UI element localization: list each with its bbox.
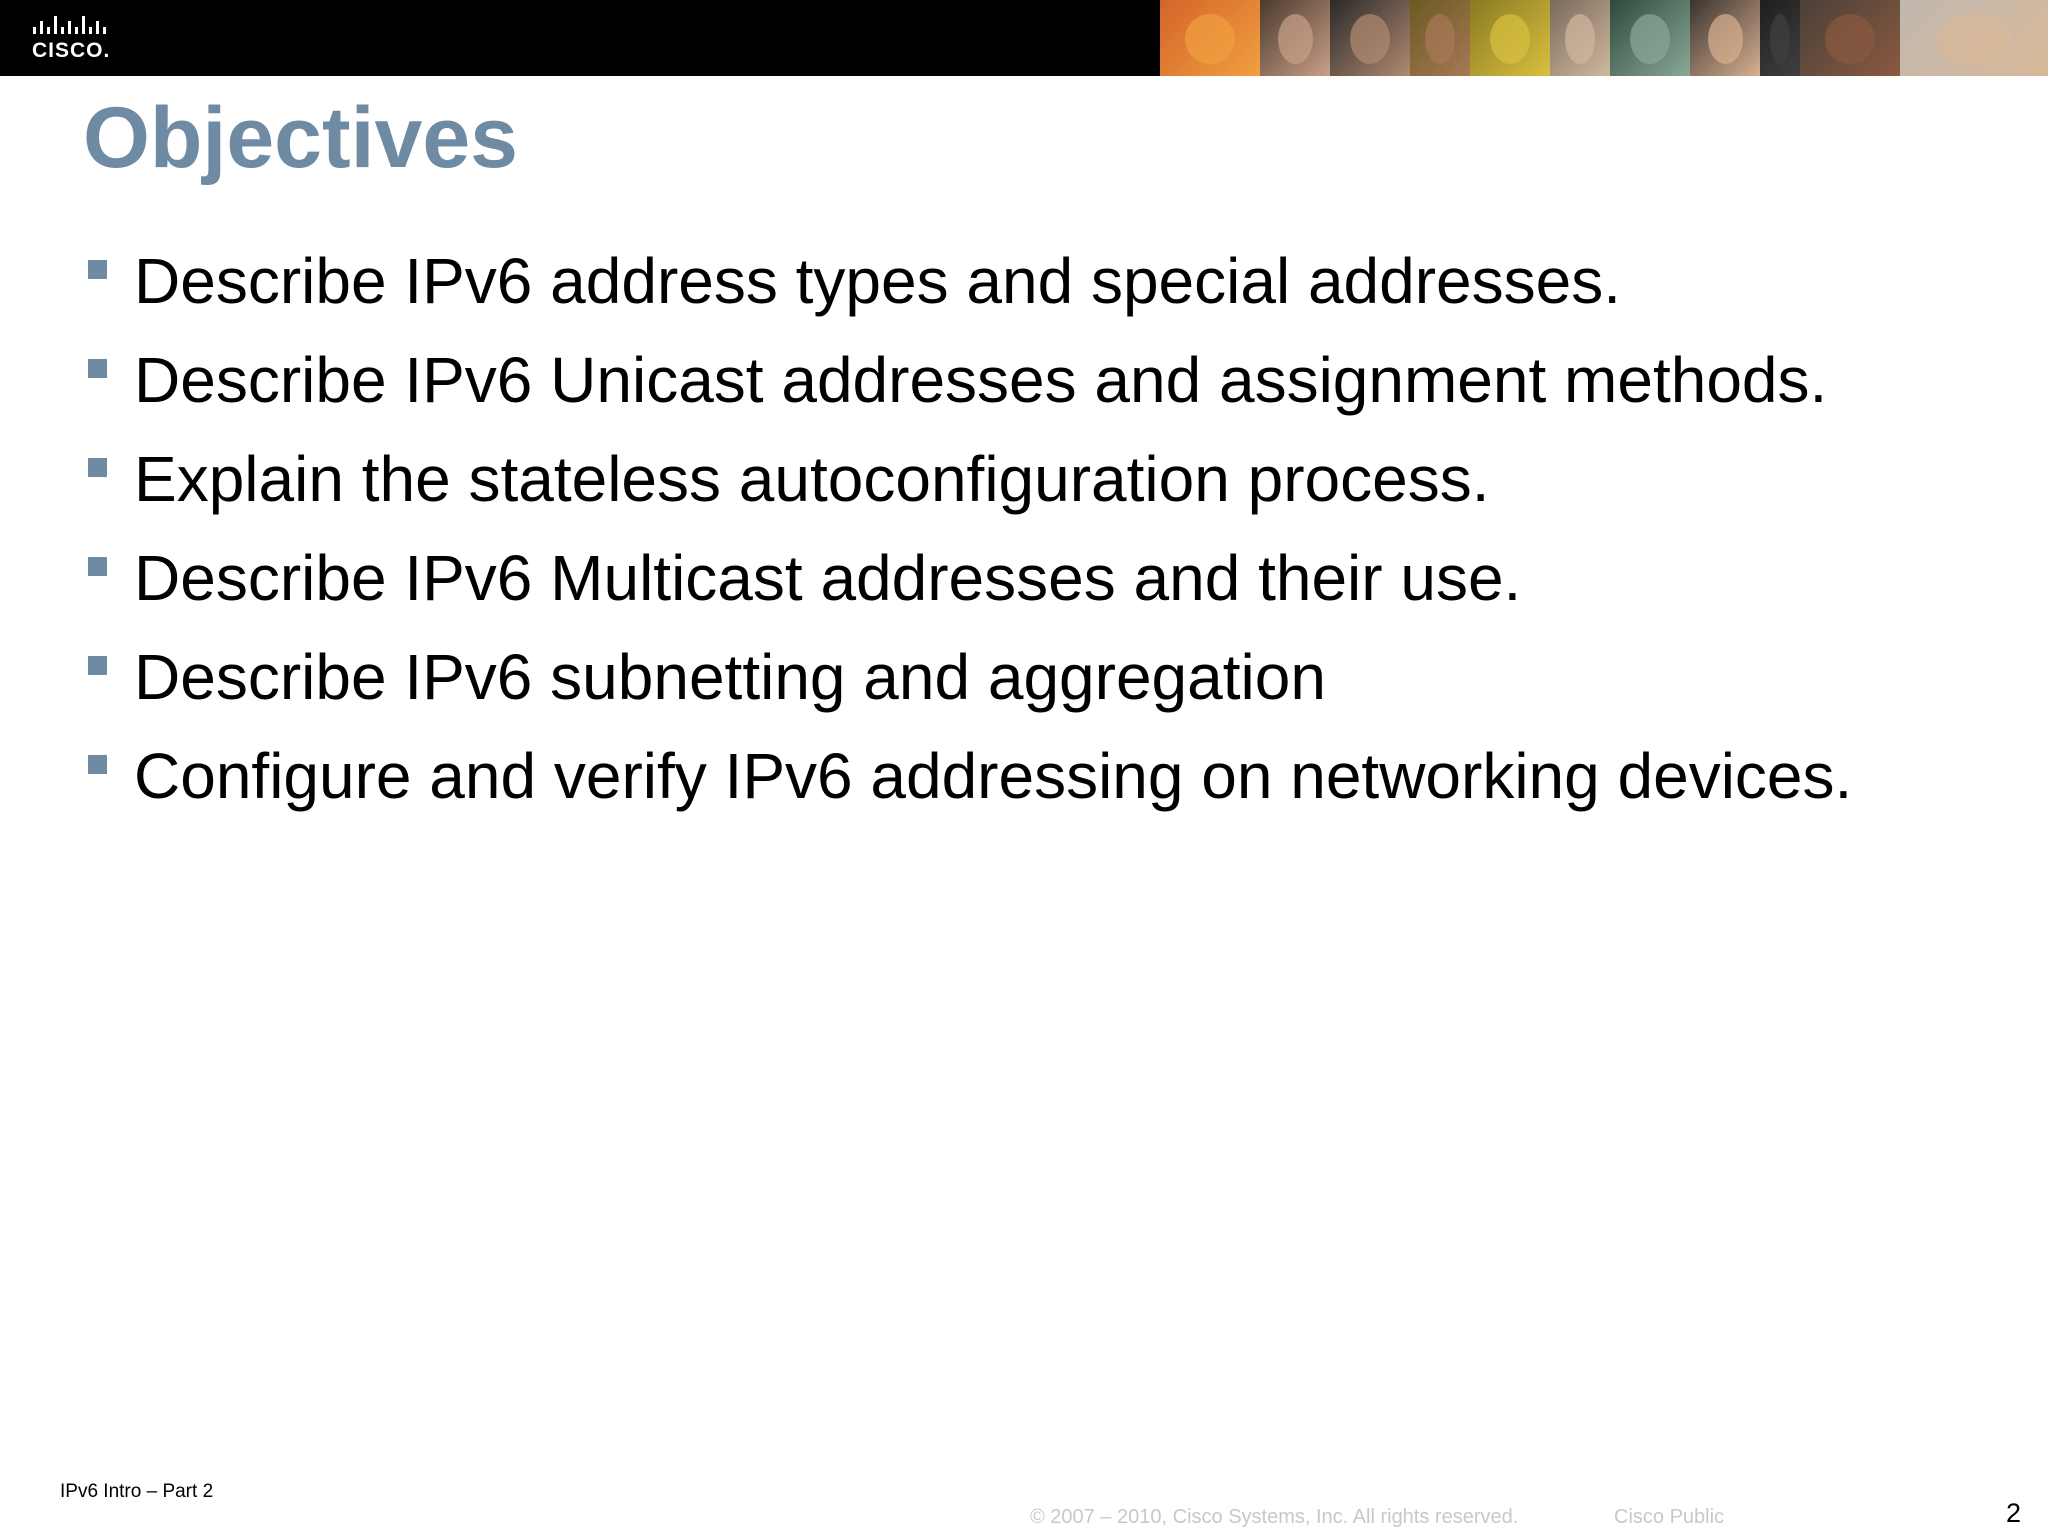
page-number: 2	[2006, 1498, 2022, 1528]
photo-detail	[1937, 14, 2011, 64]
young-man-portrait-photo	[1410, 0, 1470, 76]
objective-text: Describe IPv6 subnetting and aggregation	[134, 641, 1326, 713]
objective-text: Describe IPv6 Multicast addresses and their use.	[134, 542, 1522, 614]
dark-photo	[1760, 0, 1800, 76]
objective-item	[84, 339, 1984, 422]
header-photo-strip	[1160, 0, 2048, 76]
cisco-logo	[30, 14, 120, 64]
photo-detail	[1770, 14, 1790, 64]
photo-detail	[1185, 14, 1235, 64]
man-suit-photo	[1330, 0, 1410, 76]
photo-detail	[1350, 14, 1390, 64]
objective-text: Configure and verify IPv6 addressing on networking devices.	[134, 740, 1853, 812]
objective-item	[84, 735, 1984, 818]
objective-text: Describe IPv6 address types and special addresses.	[134, 245, 1621, 317]
photo-detail	[1490, 14, 1530, 64]
objective-item	[84, 537, 1984, 620]
photo-detail	[1425, 14, 1455, 64]
woman-portrait-photo	[1260, 0, 1330, 76]
man-cap-photo	[1900, 0, 2048, 76]
svg-text:CISCO.: CISCO.	[32, 39, 111, 62]
objective-text: Explain the stateless autoconfiguration process.	[134, 443, 1490, 515]
classification-label: Cisco Public	[1614, 1506, 1725, 1528]
orange-texture-photo	[1160, 0, 1260, 76]
photo-detail	[1565, 14, 1595, 64]
header-bar	[0, 0, 2048, 76]
objective-text: Describe IPv6 Unicast addresses and assignment methods.	[134, 344, 1828, 416]
photo-detail	[1278, 14, 1313, 64]
square-bullet-icon	[88, 458, 107, 477]
hands-photo	[1550, 0, 1610, 76]
objective-item	[84, 240, 1984, 323]
square-bullet-icon	[88, 557, 107, 576]
slide-title: Objectives	[83, 90, 518, 186]
copyright-notice: © 2007 – 2010, Cisco Systems, Inc. All rights reserved.	[1030, 1506, 1519, 1528]
square-bullet-icon	[88, 755, 107, 774]
square-bullet-icon	[88, 260, 107, 279]
woman-smiling-photo	[1690, 0, 1760, 76]
square-bullet-icon	[88, 656, 107, 675]
objectives-list	[84, 240, 1984, 834]
presentation-name: IPv6 Intro – Part 2	[60, 1481, 214, 1502]
photo-detail	[1825, 14, 1875, 64]
man-hat-photo	[1800, 0, 1900, 76]
chalkboard-photo	[1610, 0, 1690, 76]
objective-item	[84, 636, 1984, 719]
square-bullet-icon	[88, 359, 107, 378]
photo-detail	[1630, 14, 1670, 64]
photo-detail	[1708, 14, 1743, 64]
objective-item	[84, 438, 1984, 521]
yellow-pattern-photo	[1470, 0, 1550, 76]
